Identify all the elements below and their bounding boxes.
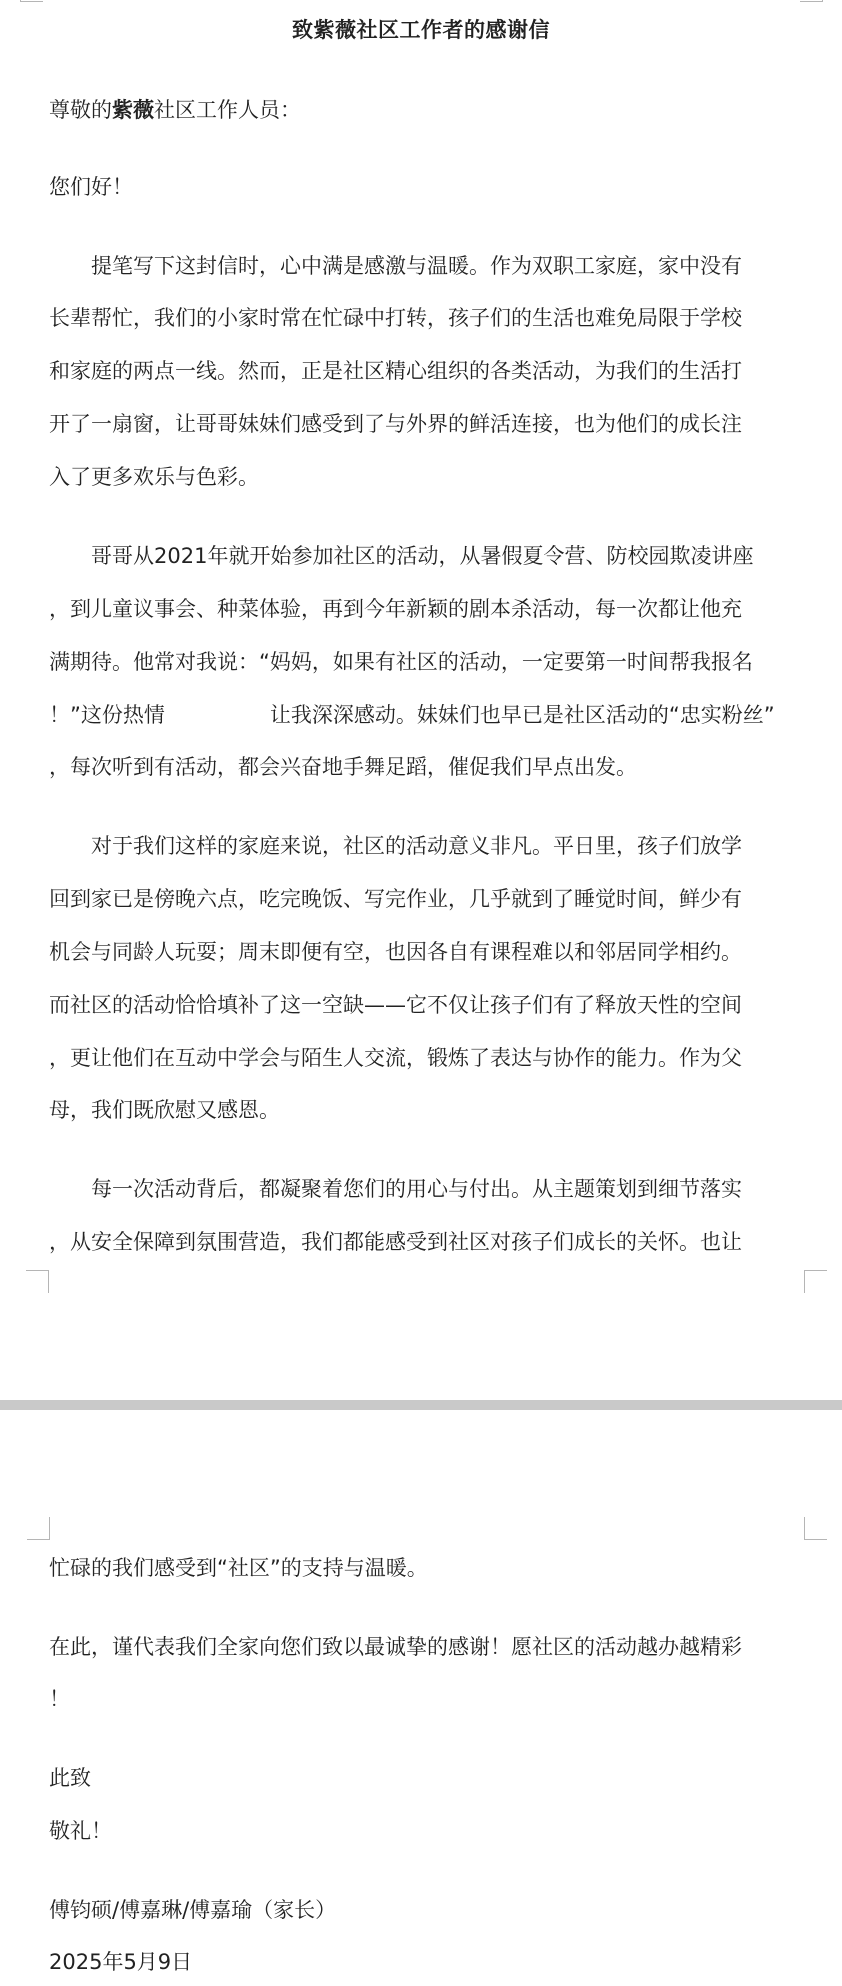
paragraph-3-line: 机会与同龄人玩耍；周末即便有空，也因各自有课程难以和邻居同学相约。 — [49, 940, 742, 964]
paragraph-1-line: 开了一扇窗，让哥哥妹妹们感受到了与外界的鲜活连接，也为他们的成长注 — [49, 412, 742, 436]
page-corner-mark — [804, 1517, 827, 1540]
thanks-line: ！ — [49, 1687, 70, 1711]
document-page-2 — [0, 1410, 842, 1986]
paragraph-3-line: ，更让他们在互动中学会与陌生人交流，锻炼了表达与协作的能力。作为父 — [49, 1046, 742, 1070]
salutation-prefix: 尊敬的 — [49, 98, 112, 122]
paragraph-1-line: 提笔写下这封信时，心中满是感激与温暖。作为双职工家庭，家中没有 — [49, 254, 742, 278]
page-separator — [0, 1400, 842, 1410]
paragraph-3-line: 回到家已是傍晚六点，吃完晚饭、写完作业，几乎就到了睡觉时间，鲜少有 — [49, 887, 742, 911]
page-corner-mark — [804, 1270, 827, 1293]
paragraph-4-line: 每一次活动背后，都凝聚着您们的用心与付出。从主题策划到细节落实 — [49, 1177, 742, 1201]
salutation-suffix: 社区工作人员： — [154, 98, 301, 122]
paragraph-3-line: 对于我们这样的家庭来说，社区的活动意义非凡。平日里，孩子们放学 — [49, 834, 742, 858]
page-corner-mark — [26, 1270, 49, 1293]
letter-title: 致紫薇社区工作者的感谢信 — [292, 18, 550, 42]
continuation-line: 忙碌的我们感受到“社区”的支持与温暖。 — [49, 1556, 428, 1580]
page-corner-mark — [27, 1517, 50, 1540]
paragraph-2-line: 满期待。他常对我说：“妈妈，如果有社区的活动，一定要第一时间帮我报名 — [49, 650, 753, 674]
paragraph-2-line: ，到儿童议事会、种菜体验，再到今年新颖的剧本杀活动，每一次都让他充 — [49, 597, 742, 621]
paragraph-3-line: 而社区的活动恰恰填补了这一空缺——它不仅让孩子们有了释放天性的空间 — [49, 993, 742, 1017]
paragraph-2-line: ！”这份热情 让我深深感动。妹妹们也早已是社区活动的“忠实粉丝” — [49, 703, 775, 727]
paragraph-1-line: 入了更多欢乐与色彩。 — [49, 465, 259, 489]
salutation — [49, 95, 301, 125]
paragraph-4-line: ，从安全保障到氛围营造，我们都能感受到社区对孩子们成长的关怀。也让 — [49, 1230, 742, 1254]
closing-jing-li: 敬礼！ — [49, 1819, 112, 1843]
paragraph-1-line: 长辈帮忙，我们的小家时常在忙碌中打转，孩子们的生活也难免局限于学校 — [49, 306, 742, 330]
date: 2025年5月9日 — [49, 1950, 193, 1974]
salutation-community-name: 紫薇 — [112, 98, 154, 122]
paragraph-1-line: 和家庭的两点一线。然而，正是社区精心组织的各类活动，为我们的生活打 — [49, 359, 742, 383]
signature: 傅钧硕/傅嘉琳/傅嘉瑜（家长） — [49, 1898, 337, 1922]
greeting: 您们好！ — [49, 175, 133, 199]
page-corner-mark — [20, 0, 43, 2]
page-corner-mark — [800, 0, 823, 2]
paragraph-2-line: 哥哥从2021年就开始参加社区的活动，从暑假夏令营、防校园欺凌讲座 — [49, 544, 754, 568]
closing-ci-zhi: 此致 — [49, 1766, 91, 1790]
paragraph-3-line: 母，我们既欣慰又感恩。 — [49, 1098, 280, 1122]
paragraph-2-line: ，每次听到有活动，都会兴奋地手舞足蹈，催促我们早点出发。 — [49, 755, 637, 779]
thanks-line: 在此，谨代表我们全家向您们致以最诚挚的感谢！愿社区的活动越办越精彩 — [49, 1635, 742, 1659]
